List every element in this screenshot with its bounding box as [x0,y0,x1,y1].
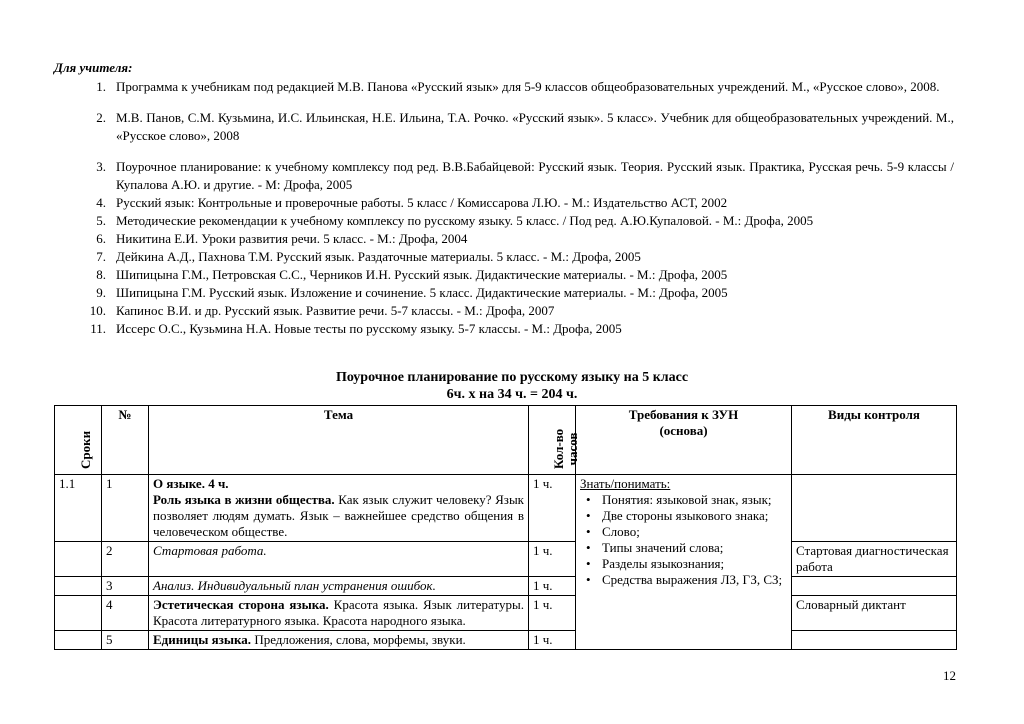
reference-item [54,266,954,284]
cell-hours: 1 ч. [529,596,576,631]
requirement-item: • Типы значений слова; [580,540,787,556]
requirements-list [580,492,787,588]
reference-text: Дейкина А.Д., Пахнова Т.М. Русский язык. Раздаточные материалы. 5 класс. - М.: Дрофа, 2005 [116,249,641,264]
topic-text: Красота языка. Язык литературы. Красота литературного языка. Красота народного языка. [153,597,524,628]
cell-number: 2 [102,542,149,577]
reference-item [54,78,954,96]
reference-item [54,284,954,302]
reference-item [54,212,954,230]
cell-topic [149,596,529,631]
reference-item [54,320,954,338]
cell-hours: 1 ч. [529,631,576,650]
cell-hours: 1 ч. [529,475,576,542]
table-row [55,542,957,577]
plan-title: Поурочное планирование по русскому языку на 5 класс [335,370,689,385]
header-control: Виды контроля [792,406,957,475]
requirement-item: • Средства выражения ЛЗ, ГЗ, СЗ; [580,572,787,588]
reference-number: 1. [96,79,106,94]
reference-text: Шипицына Г.М., Петровская С.С., Черников И.Н. Русский язык. Дидактические материалы. - М.: Дрофа, 2005 [116,267,728,282]
cell-number: 1 [102,475,149,542]
requirement-item: • Понятия: языковой знак, язык; [580,492,787,508]
cell-topic [149,475,529,542]
reference-number: 5. [96,213,106,228]
page-number: 12 [943,668,956,683]
topic-section-title: О языке. 4 ч. [153,476,229,491]
reference-text: Методические рекомендации к учебному комплексу по русскому языку. 5 класс. / Под ред. А.Ю.Купаловой. - М.: Дрофа, 2005 [116,213,814,228]
cell-date: 1.1 [55,475,102,542]
reference-item [54,109,954,145]
reference-text: Русский язык: Контрольные и проверочные работы. 5 класс / Комиссарова Л.Ю. - М.: Издательство АСТ, 2002 [116,195,728,210]
reference-number: 9. [96,285,106,300]
table-row [55,596,957,631]
table-row [55,577,957,596]
header-hours-line-2: часов [565,432,580,466]
cell-topic [149,542,529,577]
header-requirements-line-1: Требования к ЗУН [628,407,739,422]
table-row [55,475,957,542]
cell-control [792,577,957,596]
reference-item [54,302,954,320]
cell-date [55,631,102,650]
teacher-heading: Для учителя: [54,60,133,75]
reference-text: Иссерс О.С., Кузьмина Н.А. Новые тесты по русскому языку. 5-7 классы. - М.: Дрофа, 2005 [116,321,622,336]
topic-bold: Единицы языка. [153,632,252,647]
reference-text: Никитина Е.И. Уроки развития речи. 5 класс. - М.: Дрофа, 2004 [116,231,468,246]
header-number: № [102,406,149,475]
topic-text: Как язык служит человеку? Язык позволяет людям думать. Язык – важнейшее средство общения в человеческом обществе. [153,492,524,539]
reference-text: Шипицына Г.М. Русский язык. Изложение и сочинение. 5 класс. Дидактические материалы. - М.: Дрофа, 2005 [116,285,728,300]
table-row [55,631,957,650]
cell-hours: 1 ч. [529,577,576,596]
topic-italic: Анализ. Индивидуальный план устранения ошибок. [153,578,436,593]
reference-item [54,230,954,248]
reference-text: М.В. Панов, С.М. Кузьмина, И.С. Ильинская, Н.Е. Ильина, Т.А. Рочко. «Русский язык». 5 класс». Учебник для общеобразовательных учреждений. М., «Русское слово», 2008 [116,110,954,143]
requirements-title: Знать/понимать: [580,476,671,491]
reference-text: Капинос В.И. и др. Русский язык. Развитие речи. 5-7 классы. - М.: Дрофа, 2007 [116,303,555,318]
reference-item [54,158,954,194]
topic-text: Предложения, слова, морфемы, звуки. [251,632,466,647]
cell-number: 5 [102,631,149,650]
topic-bold: Роль языка в жизни общества. [153,492,335,507]
cell-control: Словарный диктант [792,596,957,631]
cell-topic [149,631,529,650]
reference-number: 2. [96,110,106,125]
reference-number: 10. [89,303,106,318]
cell-date [55,596,102,631]
header-requirements-line-2: (основа) [659,423,708,438]
cell-number: 3 [102,577,149,596]
header-tema: Тема [149,406,529,475]
reference-text: Поурочное планирование: к учебному комплексу под ред. В.В.Бабайцевой: Русский язык. Теория. Русский язык. Практика, Русская речь. 5-9 классы / Купалова А.Ю. и другие. - М: Дрофа, 2005 [116,159,954,192]
cell-date [55,542,102,577]
reference-list [54,78,954,338]
cell-number: 4 [102,596,149,631]
cell-control [792,631,957,650]
requirement-item: • Разделы языкознания; [580,556,787,572]
reference-number: 4. [96,195,106,210]
cell-hours: 1 ч. [529,542,576,577]
table-header-row [55,406,957,475]
requirement-item: • Две стороны языкового знака; [580,508,787,524]
header-hours [529,406,580,475]
plan-subtitle: 6ч. х на 34 ч. = 204 ч. [446,387,578,402]
reference-number: 7. [96,249,106,264]
reference-number: 3. [96,159,106,174]
header-sroki-text: Сроки [78,430,93,469]
reference-number: 6. [96,231,106,246]
reference-text: Программа к учебникам под редакцией М.В. Панова «Русский язык» для 5-9 классов общеобразовательных учреждений. М., «Русское слово», 2008. [116,79,940,94]
reference-item [54,248,954,266]
reference-number: 8. [96,267,106,282]
header-hours-line-1: Кол-во [551,428,566,469]
cell-control [792,475,957,542]
reference-number: 11. [90,321,106,336]
cell-topic [149,577,529,596]
header-requirements [576,406,792,475]
topic-bold: Эстетическая сторона языка. [153,597,329,612]
topic-italic: Стартовая работа. [153,543,267,558]
cell-control: Стартовая диагностическая работа [792,542,957,577]
header-sroki [55,406,102,475]
cell-date [55,577,102,596]
header-hours-text [552,429,580,469]
reference-item [54,194,954,212]
lesson-plan-table [54,405,957,650]
cell-requirements [576,475,792,650]
requirement-item: • Слово; [580,524,787,540]
